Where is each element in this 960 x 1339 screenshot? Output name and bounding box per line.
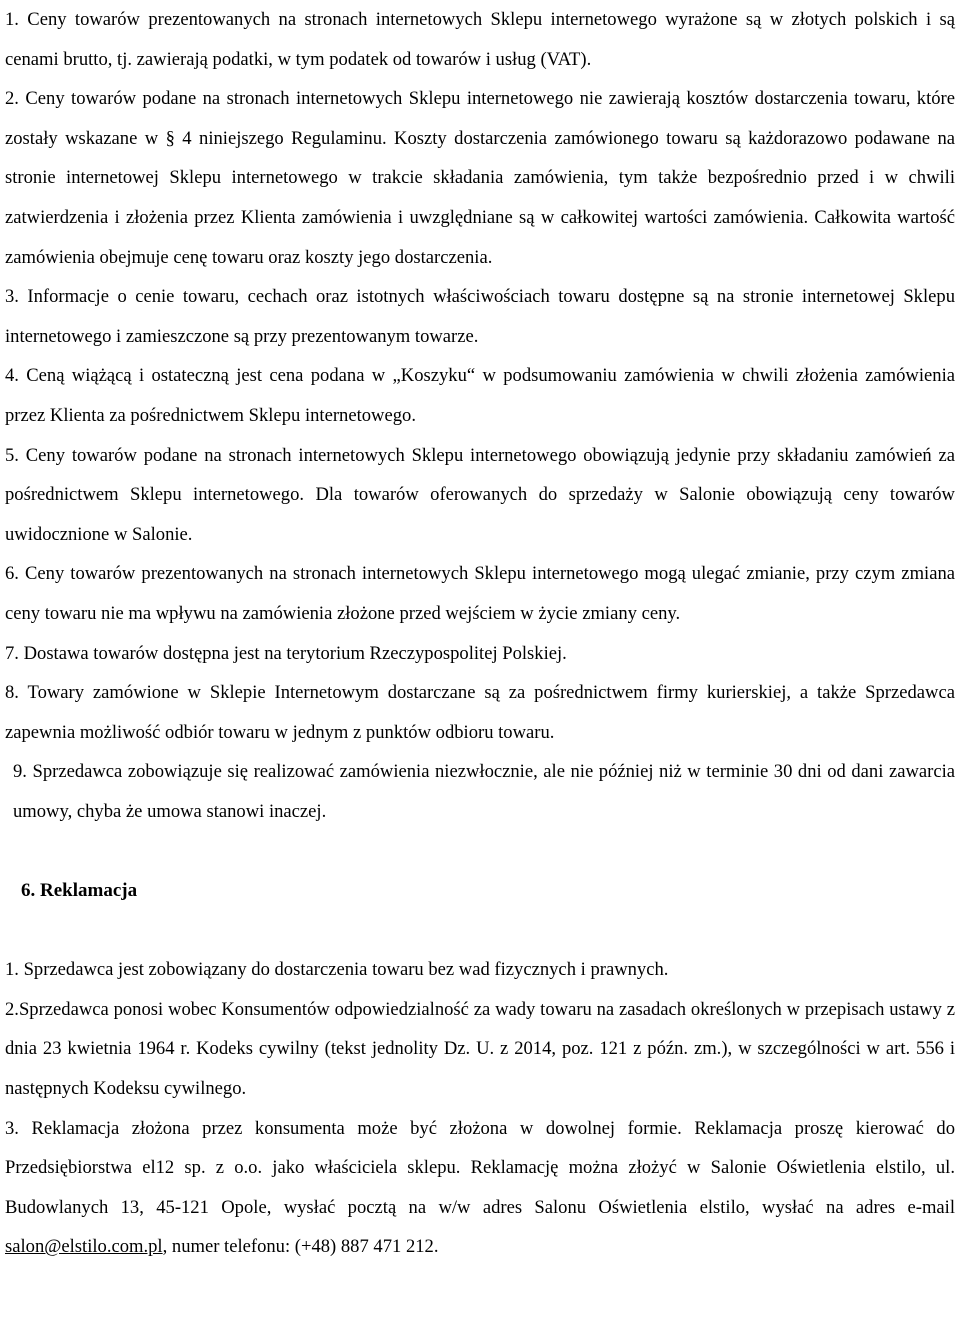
prices-paragraph-8: 8. Towary zamówione w Sklepie Internetowym dostarczane są za pośrednictwem firmy kurierskiej, a także Sprzedawca zapewnia możliwość odbiór towaru w jednym z punktów odbioru towaru. [5,682,955,743]
prices-paragraph-5: 5. Ceny towarów podane na stronach internetowych Sklepu internetowego obowiązują jedynie przy składaniu zamówień za pośrednictwem Sklepu internetowego. Dla towarów oferowanych do sprzedaży w Salonie obowiązują ceny towarów uwidocznione w Salonie. [5,444,955,545]
prices-paragraph-4: 4. Ceną wiążącą i ostateczną jest cena podana w „Koszyku“ w podsumowaniu zamówienia w chwili złożenia zamówienia przez Klienta za pośrednictwem Sklepu internetowego. [5,365,955,426]
prices-paragraph-1: 1. Ceny towarów prezentowanych na stronach internetowych Sklepu internetowego wyrażone są w złotych polskich i są cenami brutto, tj. zawierają podatki, w tym podatek od towarów i usług (VAT). [5,9,955,70]
email-link[interactable]: salon@elstilo.com.pl [5,1236,163,1258]
prices-paragraph-9: 9. Sprzedawca zobowiązuje się realizować zamówienia niezwłocznie, ale nie później niż w terminie 30 dni od dani zawarcia umowy, chyba że umowa stanowi inaczej. [13,761,955,822]
prices-paragraph-7: 7. Dostawa towarów dostępna jest na terytorium Rzeczypospolitej Polskiej. [5,642,567,664]
prices-paragraph-6: 6. Ceny towarów prezentowanych na stronach internetowych Sklepu internetowego mogą ulegać zmianie, przy czym zmiana ceny towaru nie ma wpływu na zamówienia złożone przed wejściem w życie zmiany ceny. [5,563,955,624]
complaints-paragraph-3-text: 3. Reklamacja złożona przez konsumenta może być złożona w dowolnej formie. Reklamacja proszę kierować do Przedsiębiorstwa el12 sp. z o.o. jako właściciela sklepu. Reklamację można złożyć w Salonie Oświetlenia elstilo, ul. Budowlanych 13, 45-121 Opole, wysłać pocztą na w/w adres Salonu Oświetlenia elstilo, wysłać na adres e-mail [5,1117,955,1218]
section-heading-complaints: 6. Reklamacja [21,880,138,902]
spacer [5,911,955,951]
spacer [5,831,955,871]
prices-paragraph-3: 3. Informacje o cenie towaru, cechach oraz istotnych właściwościach towaru dostępne są na stronie internetowej Sklepu internetowego i zamieszczone są przy prezentowanym towarze. [5,286,955,347]
complaints-paragraph-3 [5,1109,955,1267]
regulations-document [5,0,955,1267]
complaints-paragraph-1: 1. Sprzedawca jest zobowiązany do dostarczenia towaru bez wad fizycznych i prawnych. [5,959,669,981]
prices-paragraph-2: 2. Ceny towarów podane na stronach internetowych Sklepu internetowego nie zawierają kosztów dostarczenia towaru, które zostały wskazane w § 4 niniejszego Regulaminu. Koszty dostarczenia zamówionego towaru są każdorazowo podawane na stronie internetowej Sklepu internetowego w trakcie składania zamówienia, tym także bezpośrednio przed i w chwili zatwierdzenia i złożenia przez Klienta zamówienia i uwzględniane są w całkowitej wartości zamówienia. Całkowita wartość zamówienia obejmuje cenę towaru oraz koszty jego dostarczenia. [5,88,955,268]
complaints-paragraph-3-phone: , numer telefonu: (+48) 887 471 212. [162,1236,439,1258]
complaints-paragraph-2: 2.Sprzedawca ponosi wobec Konsumentów odpowiedzialność za wady towaru na zasadach określonych w przepisach ustawy z dnia 23 kwietnia 1964 r. Kodeks cywilny (tekst jednolity Dz. U. z 2014, poz. 121 z późn. zm.), w szczególności w art. 556 i następnych Kodeksu cywilnego. [5,998,955,1100]
